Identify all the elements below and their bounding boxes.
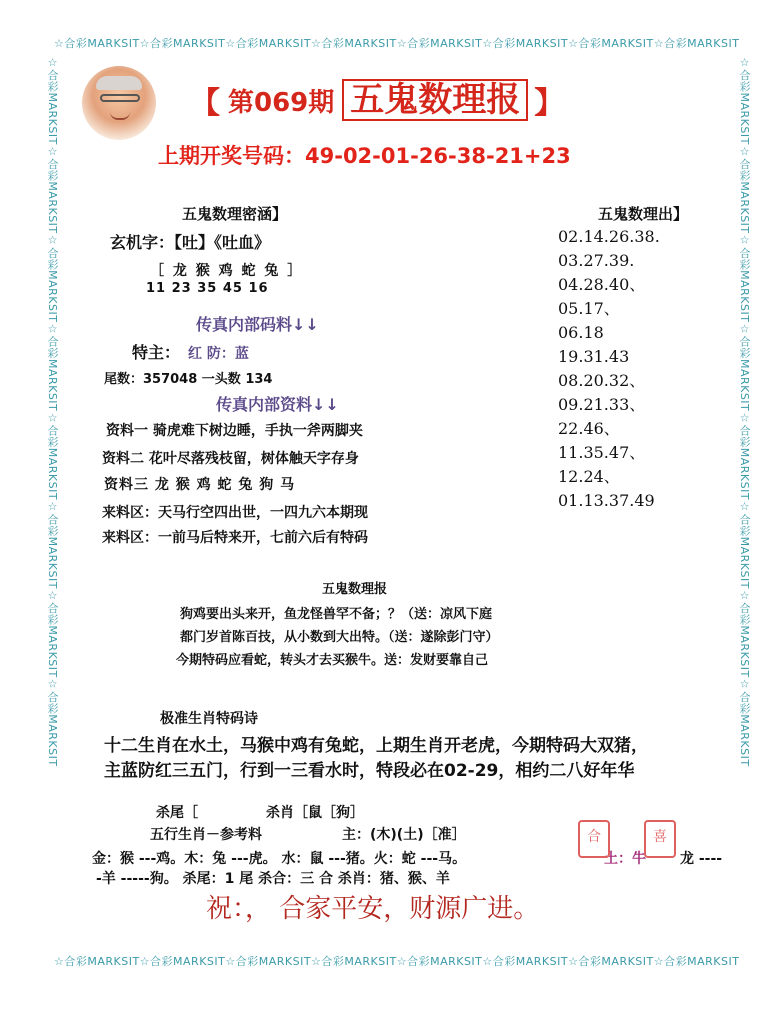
red-stamp-2: 喜 [644, 820, 676, 858]
portrait-mouth [110, 112, 130, 120]
elements-long-tail: 龙 ---- [680, 851, 723, 867]
portrait-hair [96, 76, 142, 90]
laoliao-2: 来料区：一前马后特来开，七前六后有特码 [102, 530, 368, 546]
ziliao-2: 资料二 花叶尽落残枝留，树体触天字存身 [102, 451, 359, 467]
number-row: 11.35.47、 [558, 443, 646, 462]
number-row: 02.14.26.38. [558, 227, 660, 246]
border-right-pattern: ☆合彩MARKSIT☆合彩MARKSIT☆合彩MARKSIT☆合彩MARKSIT☆合彩MARKSIT☆合彩MARKSIT☆合彩MARKSIT☆合彩MARKSIT [738, 56, 751, 767]
border-left-pattern: ☆合彩MARKSIT☆合彩MARKSIT☆合彩MARKSIT☆合彩MARKSIT☆合彩MARKSIT☆合彩MARKSIT☆合彩MARKSIT☆合彩MARKSIT [46, 56, 59, 767]
tezhu-label: 特主： [132, 343, 181, 362]
number-row: 22.46、 [558, 419, 620, 438]
middle-subtitle: 五鬼数理报 [322, 582, 388, 597]
number-row: 04.28.40、 [558, 275, 646, 294]
number-row: 01.13.37.49 [558, 491, 655, 510]
title-bracket-open: 【 [190, 86, 220, 121]
number-row: 19.31.43 [558, 347, 630, 366]
zhu-line: 主：(木)(土)［准］ [342, 827, 466, 843]
title-bracket-close: 】 [534, 86, 565, 121]
number-row: 09.21.33、 [558, 395, 646, 414]
chuanzhen-header-1: 传真内部码料↓↓ [196, 315, 319, 334]
issue-number: 第069期 [228, 87, 335, 118]
ziliao-1: 资料一 骑虎难下树边睡，手执一斧两脚夹 [106, 423, 363, 439]
portrait-glasses [100, 94, 140, 102]
chuanzhen-header-2: 传真内部资料↓↓ [216, 395, 339, 414]
poem-line-1: 十二生肖在水土，马猴中鸡有兔蛇，上期生肖开老虎，今期特码大双猪， [104, 736, 648, 756]
poem-line-2: 主蓝防红三五门，行到一三看水时，特段必在02-29，相约二八好年华 [104, 761, 635, 781]
poem-title: 极准生肖特码诗 [160, 711, 258, 727]
paper-name: 五鬼数理报 [342, 79, 528, 121]
number-row: 12.24、 [558, 467, 620, 486]
middle-line-2: 都门岁首陈百技，从小数到大出特。（送：遂除彭门守） [180, 630, 499, 645]
left-section-title: 五鬼数理密涵】 [182, 205, 288, 223]
elements-tu-label: 土：牛 [604, 851, 646, 867]
laoliao-1: 来料区：天马行空四出世，一四九六本期现 [102, 505, 368, 521]
author-portrait [82, 66, 156, 140]
ziliao-3: 资料三 龙 猴 鸡 蛇 兔 狗 马 [104, 477, 296, 493]
border-top-pattern: ☆合彩MARKSIT☆合彩MARKSIT☆合彩MARKSIT☆合彩MARKSIT☆合彩MARKSIT☆合彩MARKSIT☆合彩MARKSIT☆合彩MARKSIT [54, 37, 740, 50]
red-stamp-1: 合 [578, 820, 610, 858]
middle-line-1: 狗鸡要出头来开，鱼龙怪兽罕不备；？（送：凉风下庭 [180, 607, 493, 622]
number-row: 06.18 [558, 323, 604, 342]
tezhu-value: 红 防：蓝 [188, 346, 249, 362]
number-row: 03.27.39. [558, 251, 635, 270]
shawei-line: 杀尾［ [156, 805, 198, 821]
last-draw-numbers: 上期开奖号码：49-02-01-26-38-21+23 [158, 144, 571, 168]
elements-line-2: -羊 -----狗。 杀尾：1 尾 杀合：三 合 杀肖：猪、猴、羊 [96, 871, 450, 887]
shaxiao-line: 杀肖［鼠［狗］ [266, 805, 364, 821]
number-row: 05.17、 [558, 299, 620, 318]
middle-line-3: 今期特码应看蛇，转头才去买猴牛。送：发财要靠自己 [176, 653, 489, 668]
xuanji-line: 玄机字：【吐】《吐血》 [110, 233, 271, 252]
weishu-line: 尾数：357048 一头数 134 [104, 372, 273, 387]
number-list [558, 225, 660, 513]
number-row: 08.20.32、 [558, 371, 646, 390]
zodiac-numbers: 11 23 35 45 16 [146, 281, 269, 296]
elements-line-1: 金：猴 ---鸡。木：兔 ---虎。 水：鼠 ---猪。火：蛇 ---马。 [92, 851, 467, 867]
border-bottom-pattern: ☆合彩MARKSIT☆合彩MARKSIT☆合彩MARKSIT☆合彩MARKSIT☆合彩MARKSIT☆合彩MARKSIT☆合彩MARKSIT☆合彩MARKSIT [54, 955, 740, 968]
blessing-line: 祝：， 合家平安，财源广进。 [206, 894, 540, 924]
zodiac-line: ［ 龙 猴 鸡 蛇 兔 ］ [150, 263, 304, 279]
right-section-title: 五鬼数理出】 [598, 205, 689, 223]
wuxing-line: 五行生肖－参考料 [150, 827, 262, 843]
issue-title [190, 78, 564, 122]
